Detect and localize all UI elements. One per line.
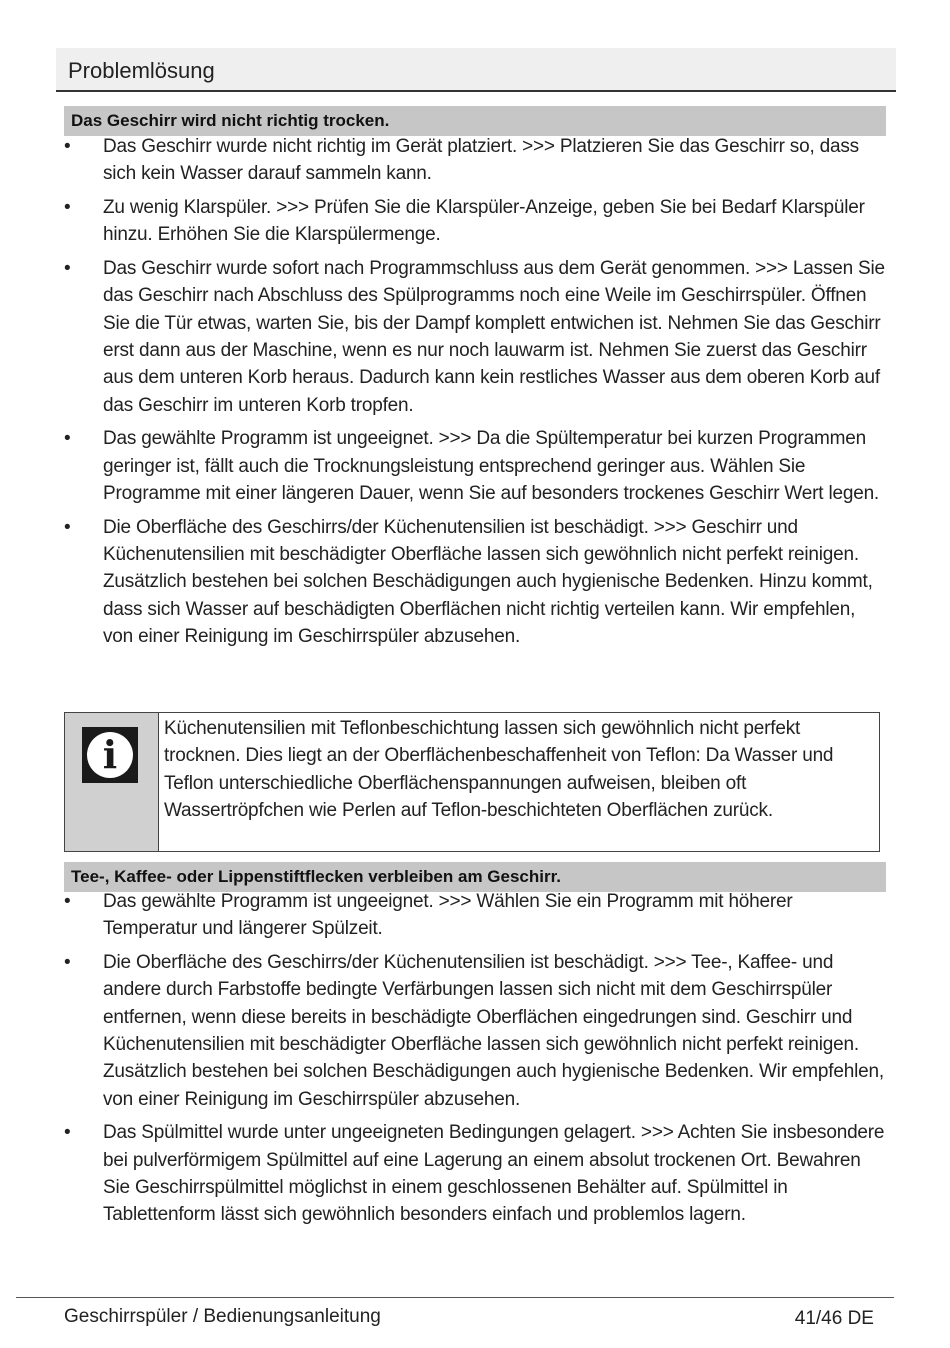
list-item-text: Das Spülmittel wurde unter ungeeigneten Bedingungen gelagert. >>> Achten Sie insbesondere bei pulverförmigem Spülmittel auf eine Lagerung an einem absolut trockenen Ort. Bewahren Sie Geschirrspülmittel möglichst in einem geschlossenen Behälter auf. Spülmittel in Tablettenform lässt sich gewöhnlich besonders einfach und problemlos lagern.	[103, 1122, 885, 1226]
list-item	[64, 255, 886, 419]
page-title: Problemlösung	[68, 58, 215, 83]
list-item	[64, 1119, 886, 1228]
list-item-text: Das gewählte Programm ist ungeeignet. >>> Wählen Sie ein Programm mit höherer Temperatur und längerer Spülzeit.	[103, 891, 793, 940]
list-item	[64, 514, 886, 650]
list-item	[64, 194, 886, 249]
section-heading-drying	[64, 106, 886, 136]
list-item-text: Die Oberfläche des Geschirrs/der Küchenutensilien ist beschädigt. >>> Tee-, Kaffee- und andere durch Farbstoffe bedingte Verfärbungen lassen sich nicht mit dem Geschirrspüler entfernen, wenn diese bereits in beschädigte Oberflächen eingedrungen sind. Geschirr und Küchenutensilien mit beschädigter Oberfläche lassen sich gewöhnlich nicht perfekt reinigen. Zusätzlich bestehen bei solchen Beschädigungen auch hygienische Bedenken. Wir empfehlen, von einer Reinigung im Geschirrspüler abzusehen.	[103, 952, 884, 1110]
drying-problem-list	[64, 133, 886, 657]
bullet-icon: •	[64, 891, 71, 912]
bullet-icon: •	[64, 516, 71, 538]
list-item-text: Zu wenig Klarspüler. >>> Prüfen Sie die Klarspüler-Anzeige, geben Sie bei Bedarf Klarspüler hinzu. Erhöhen Sie die Klarspülermenge.	[103, 197, 865, 246]
bullet-icon: •	[64, 197, 71, 219]
info-icon-cell	[65, 713, 159, 851]
bullet-icon: •	[64, 1122, 71, 1144]
stains-problem-list	[64, 888, 886, 1235]
page-header	[56, 48, 896, 92]
bullet-icon: •	[64, 952, 71, 974]
section-heading-text: Tee-, Kaffee- oder Lippenstiftflecken verbleiben am Geschirr.	[71, 867, 561, 886]
info-icon: i	[82, 727, 138, 783]
list-item-text: Die Oberfläche des Geschirrs/der Küchenutensilien ist beschädigt. >>> Geschirr und Küchenutensilien mit beschädigter Oberfläche lassen sich gewöhnlich nicht perfekt reinigen. Zusätzlich bestehen bei solchen Beschädigungen auch hygienische Bedenken. Hinzu kommt, dass sich Wasser auf beschädigten Oberflächen nicht richtig verteilen kann. Wir empfehlen, von einer Reinigung im Geschirrspüler abzusehen.	[103, 516, 873, 648]
info-note-text: Küchenutensilien mit Teflonbeschichtung lassen sich gewöhnlich nicht perfekt trocknen. Dies liegt an der Oberflächenbeschaffenheit von Teflon: Da Wasser und Teflon unterschiedliche Oberflächenspannungen aufweisen, bleiben oft Wassertröpfchen wie Perlen auf Teflon-beschichteten Oberflächen zurück.	[164, 718, 834, 821]
footer-document-title: Geschirrspüler / Bedienungsanleitung	[64, 1306, 381, 1327]
list-item	[64, 949, 886, 1113]
list-item-text: Das Geschirr wurde nicht richtig im Gerät platziert. >>> Platzieren Sie das Geschirr so, dass sich kein Wasser darauf sammeln kann.	[103, 136, 859, 185]
footer-page-number: 41/46 DE	[794, 1308, 874, 1329]
footer-divider	[16, 1297, 894, 1298]
bullet-icon: •	[64, 258, 71, 280]
list-item	[64, 888, 886, 943]
list-item-text: Das gewählte Programm ist ungeeignet. >>> Da die Spültemperatur bei kurzen Programmen geringer ist, fällt auch die Trocknungsleistung entsprechend geringer aus. Wählen Sie Programme mit einer längeren Dauer, wenn Sie auf besonders trockenes Geschirr Wert legen.	[103, 428, 880, 505]
list-item-text: Das Geschirr wurde sofort nach Programmschluss aus dem Gerät genommen. >>> Lassen Sie das Geschirr nach Abschluss des Spülprogramms noch eine Weile im Geschirrspüler. Öffnen Sie die Tür etwas, warten Sie, bis der Dampf komplett entwichen ist. Nehmen Sie das Geschirr erst dann aus der Maschine, wenn es nur noch lauwarm ist. Nehmen Sie zuerst das Geschirr aus dem unteren Korb heraus. Dadurch kann kein restliches Wasser aus dem oberen Korb auf das Geschirr im unteren Korb tropfen.	[103, 258, 885, 416]
bullet-icon: •	[64, 428, 71, 450]
list-item	[64, 425, 886, 507]
list-item	[64, 133, 886, 188]
section-heading-text: Das Geschirr wird nicht richtig trocken.	[71, 111, 390, 130]
bullet-icon: •	[64, 136, 71, 157]
info-note	[64, 712, 880, 852]
